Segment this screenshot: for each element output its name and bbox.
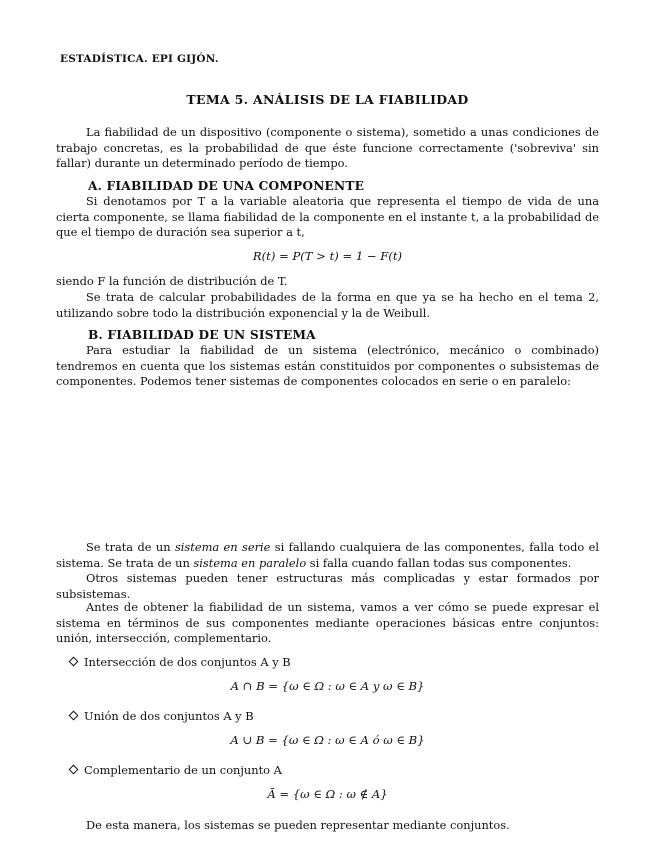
complement-formula: Ā = {ω ∈ Ω : ω ∉ A}	[267, 787, 388, 801]
diamond-bullet-icon	[69, 765, 79, 775]
section-b-paragraph-1: Para estudiar la fiabilidad de un sistema (electrónico, mecánico o combinado) tendremos en cuenta que los sistemas están constituidos por componentes o subsistemas de componentes. Podemos tener sistemas de componentes colocados en serie o en paralelo:	[56, 343, 599, 389]
reliability-equation: R(t) = P(T > t) = 1 − F(t)	[252, 249, 403, 263]
paralelo-term: sistema en paralelo	[193, 555, 307, 570]
section-a-paragraph-1: Si denotamos por T a la variable aleatoria que representa el tiempo de vida de una cierta componente, se llama fiabilidad de la componente en el instante t, a la probabilidad de que el tiempo de duración sea superior a t,	[56, 194, 599, 240]
serie-text-b: si fallando cualquiera de las componentes, falla todo el sistema. Se trata de un	[56, 540, 600, 570]
section-a-paragraph-3: Se trata de calcular probabilidades de la forma en que ya se ha hecho en el tema 2, utilizando sobre todo la distribución exponencial y la de Weibull.	[56, 290, 599, 320]
intersection-formula: A ∩ B = {ω ∈ Ω : ω ∈ A y ω ∈ B}	[230, 679, 425, 693]
page-title: TEMA 5. ANÁLISIS DE LA FIABILIDAD	[186, 92, 469, 107]
bullet-complement	[70, 763, 282, 777]
figure-placeholder	[56, 392, 599, 532]
section-a-paragraph-2: siendo F la función de distribución de T.	[56, 274, 288, 288]
bullet-label: Unión de dos conjuntos A y B	[84, 709, 254, 723]
serie-text-a: Se trata de un	[86, 540, 175, 554]
page-header: ESTADÍSTICA. EPI GIJÓN.	[60, 53, 219, 65]
diamond-bullet-icon	[69, 657, 79, 667]
serie-text-c: si falla cuando fallan todas sus componentes.	[306, 555, 572, 570]
union-formula: A ∪ B = {ω ∈ Ω : ω ∈ A ó ω ∈ B}	[230, 733, 425, 747]
section-a-heading: A. FIABILIDAD DE UNA COMPONENTE	[88, 179, 365, 193]
bullet-union	[70, 709, 254, 723]
bullet-intersection	[70, 655, 291, 669]
bullet-label: Intersección de dos conjuntos A y B	[84, 655, 291, 669]
section-b-paragraph-2	[56, 540, 599, 571]
closing-paragraph: De esta manera, los sistemas se pueden representar mediante conjuntos.	[86, 818, 510, 832]
diamond-bullet-icon	[69, 711, 79, 721]
serie-term: sistema en serie	[174, 540, 271, 554]
section-b-heading: B. FIABILIDAD DE UN SISTEMA	[88, 328, 316, 342]
section-b-paragraph-4: Antes de obtener la fiabilidad de un sistema, vamos a ver cómo se puede expresar el sistema en términos de sus componentes mediante operaciones básicas entre conjuntos: unión, intersección, complementario.	[56, 600, 599, 646]
section-b-paragraph-3: Otros sistemas pueden tener estructuras más complicadas y estar formados por subsistemas.	[56, 571, 599, 601]
intro-paragraph: La fiabilidad de un dispositivo (componente o sistema), sometido a unas condiciones de trabajo concretas, es la probabilidad de que éste funcione correctamente ('sobreviva' sin fallar) durante un determinado período de tiempo.	[56, 125, 599, 171]
bullet-label: Complementario de un conjunto A	[84, 763, 282, 777]
